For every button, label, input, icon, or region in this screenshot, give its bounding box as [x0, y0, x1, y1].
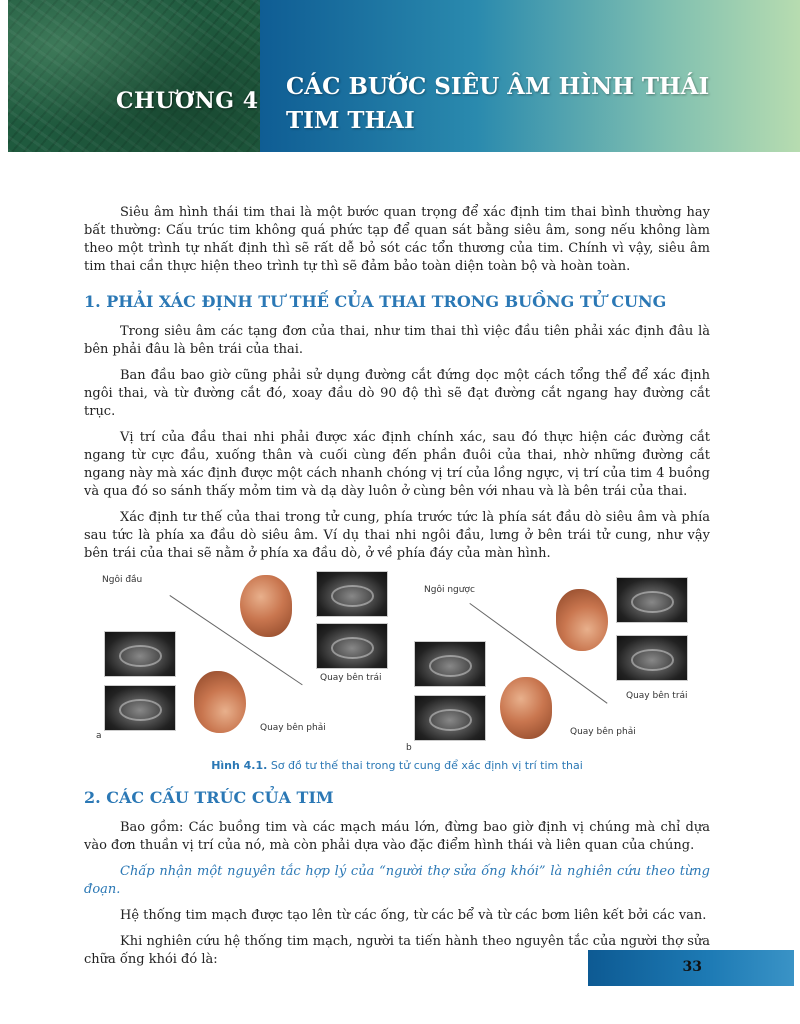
panel-b-label-left: Quay bên phải	[570, 727, 636, 737]
section-2-paragraph: Bao gồm: Các buồng tim và các mạch máu lớn, đừng bao giờ định vị chúng mà chỉ dựa vào đơn thuần vị trí của nó, mà còn phải dựa vào đặc điểm hình thái và liên quan của chúng.	[84, 820, 710, 853]
section-1-heading: 1. PHẢI XÁC ĐỊNH TƯ THẾ CỦA THAI TRONG BUỒNG TỬ CUNG	[84, 292, 667, 311]
section-1-paragraph: Trong siêu âm các tạng đơn của thai, như tim thai thì việc đầu tiên phải xác định đâu là bên phải đâu là bên trái của thai.	[84, 324, 710, 357]
fetus-illustration	[194, 671, 246, 733]
chapter-title: CÁC BƯỚC SIÊU ÂM HÌNH THÁI TIM THAI	[286, 73, 710, 134]
ultrasound-image	[316, 623, 388, 669]
section-2-paragraph: Khi nghiên cứu hệ thống tim mạch, người ta tiến hành theo nguyên tắc của người thợ sửa chữa ống khói đó là:	[84, 934, 710, 967]
panel-a-label-left: Quay bên phải	[260, 723, 326, 733]
ultrasound-image	[616, 577, 688, 623]
intro-paragraph: Siêu âm hình thái tim thai là một bước quan trọng để xác định tim thai bình thường hay bất thường: Cấu trúc tim không quá phức tạp để quan sát bằng siêu âm, song nếu không làm theo một trình tự nhất định thì sẽ rất dễ bỏ sót các tổn thương của tim. Chính vì vậy, siêu âm tim thai cần thực hiện theo trình tự thì sẽ đảm bảo toàn diện toàn bộ và hoàn toàn.	[84, 205, 710, 274]
panel-a-title: Ngôi đầu	[102, 575, 143, 585]
section-2-heading: 2. CÁC CẤU TRÚC CỦA TIM	[84, 788, 334, 807]
figure-4-1	[84, 571, 710, 757]
section-2-paragraph: Hệ thống tim mạch được tạo lên từ các ống, từ các bể và từ các bơm liên kết bởi các van.	[120, 908, 707, 923]
figure-panel-b	[400, 571, 706, 757]
chapter-label: CHƯƠNG 4	[116, 88, 259, 114]
section-1-paragraph: Xác định tư thế của thai trong tử cung, phía trước tức là phía sát đầu dò siêu âm và phía sau tức là phía xa đầu dò siêu âm. Ví dụ thai nhi ngôi đầu, lưng ở bên trái tử cung, như vậy bên trái của thai sẽ nằm ở phía xa đầu dò, ở về phía đáy của màn hình.	[84, 510, 710, 561]
ultrasound-image	[104, 685, 176, 731]
page-number-badge	[588, 950, 794, 986]
ultrasound-image	[414, 641, 486, 687]
figure-caption	[84, 759, 710, 772]
page-content	[84, 204, 710, 977]
panel-b-letter: b	[406, 743, 412, 753]
fetus-illustration	[556, 589, 608, 651]
figure-panel-a	[84, 571, 390, 757]
section-2-italic-principle: Chấp nhận một nguyên tắc hợp lý của “người thợ sửa ống khói” là nghiên cứu theo từng đoạn.	[84, 864, 710, 897]
panel-a-label-right: Quay bên trái	[320, 673, 382, 683]
page-number: 33	[682, 959, 702, 975]
ultrasound-image	[414, 695, 486, 741]
fetus-illustration	[500, 677, 552, 739]
ultrasound-image	[616, 635, 688, 681]
panel-a-letter: a	[96, 731, 102, 741]
ultrasound-image	[104, 631, 176, 677]
section-1-paragraph: Ban đầu bao giờ cũng phải sử dụng đường cắt đứng dọc một cách tổng thể để xác định ngôi thai, và từ đường cắt đó, xoay đầu dò 90 độ thì sẽ đạt đường cắt ngang hay đường cắt trục.	[84, 368, 710, 419]
figure-caption-text: Sơ đồ tư thế thai trong tử cung để xác định vị trí tim thai	[267, 759, 583, 772]
chapter-banner	[8, 0, 800, 152]
figure-caption-prefix: Hình 4.1.	[211, 759, 268, 772]
ultrasound-image	[316, 571, 388, 617]
section-1-paragraph: Vị trí của đầu thai nhi phải được xác định chính xác, sau đó thực hiện các đường cắt ngang từ cực đầu, xuống thân và cuối cùng đến phần đuôi của thai, nhờ những đường cắt ngang này mà xác định được một cách nhanh chóng vị trí của lồng ngực, vị trí của tim 4 buồng và qua đó so sánh thấy mỏm tim và dạ dày luôn ở cùng bên với nhau và là bên trái của thai.	[84, 430, 710, 499]
banner-marble-texture	[8, 0, 260, 152]
panel-b-title: Ngôi ngược	[424, 585, 475, 595]
panel-b-label-right: Quay bên trái	[626, 691, 688, 701]
fetus-illustration	[240, 575, 292, 637]
